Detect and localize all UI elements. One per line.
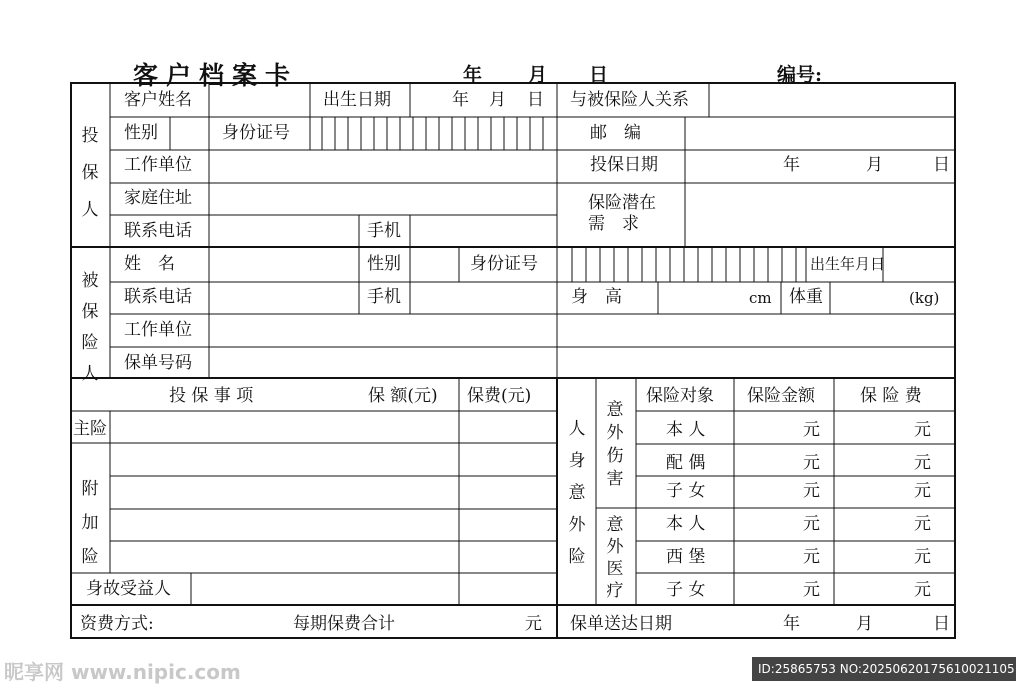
row-amount: 元 — [803, 453, 820, 473]
outer-border — [71, 83, 955, 638]
weight-label: 体重 — [789, 287, 823, 307]
rider-insurance-label: 附加险 — [81, 479, 99, 567]
weight-unit: (kg) — [909, 289, 940, 307]
accident-section-label: 人身意外险 — [568, 419, 586, 567]
insured-phone-label: 联系电话 — [124, 287, 192, 307]
premium-heading: 保费(元) — [467, 386, 532, 406]
applicant-employer-label: 工作单位 — [124, 155, 192, 175]
site-watermark: 昵享网 www.nipic.com — [4, 660, 241, 684]
apply-day: 日 — [933, 155, 950, 175]
delivery-day: 日 — [933, 614, 950, 634]
accident-injury-label: 意外伤害 — [606, 400, 624, 489]
row-target: 本 人 — [666, 514, 706, 534]
header-day: 日 — [589, 64, 609, 86]
potential-need-label-2: 需 求 — [588, 214, 639, 234]
apply-date-label: 投保日期 — [590, 155, 658, 175]
items-heading: 投 保 事 项 — [169, 386, 254, 406]
total-premium-label: 每期保费合计 — [293, 614, 395, 634]
applicant-birth-month: 月 — [489, 90, 506, 110]
apply-month: 月 — [866, 155, 883, 175]
amount-heading: 保 额(元) — [368, 386, 438, 406]
number-label: 编号: — [777, 64, 823, 86]
image-id-bar: ID:25865753 NO:20250620175610021105 — [752, 657, 1016, 681]
payment-label: 资费方式: — [80, 614, 154, 634]
col-amount: 保险金额 — [747, 386, 815, 406]
row-target: 西 堡 — [666, 547, 706, 567]
insured-section-label: 被保险人 — [81, 271, 99, 384]
col-target: 保险对象 — [646, 386, 714, 406]
row-amount: 元 — [803, 420, 820, 440]
row-fee: 元 — [914, 420, 931, 440]
insured-id-label: 身份证号 — [470, 254, 538, 274]
delivery-month: 月 — [856, 614, 873, 634]
row-target: 配 偶 — [666, 453, 706, 473]
insured-gender-label: 性别 — [367, 254, 401, 274]
height-label: 身 高 — [571, 287, 622, 307]
delivery-date-label: 保单送达日期 — [570, 614, 672, 634]
applicant-mobile-label: 手机 — [367, 221, 401, 241]
applicant-phone-label: 联系电话 — [124, 221, 192, 241]
row-target: 子 女 — [666, 481, 706, 501]
row-fee: 元 — [914, 580, 931, 600]
header-month: 月 — [528, 64, 548, 86]
row-fee: 元 — [914, 547, 931, 567]
postcode-label: 邮 编 — [590, 123, 641, 143]
potential-need-label: 保险潜在 — [588, 193, 656, 213]
row-target: 本 人 — [666, 420, 706, 440]
main-insurance-label: 主险 — [73, 419, 107, 439]
row-amount: 元 — [803, 580, 820, 600]
card-title: 客户档案卡 — [133, 61, 299, 90]
row-fee: 元 — [914, 514, 931, 534]
row-fee: 元 — [914, 481, 931, 501]
header-year: 年 — [463, 64, 483, 86]
applicant-birth-year: 年 — [452, 90, 469, 110]
total-yuan: 元 — [525, 614, 542, 634]
insured-mobile-label: 手机 — [367, 287, 401, 307]
beneficiary-label: 身故受益人 — [86, 579, 171, 599]
policy-no-label: 保单号码 — [124, 353, 192, 373]
insured-birth-label: 出生年月日 — [810, 255, 886, 273]
row-fee: 元 — [914, 453, 931, 473]
height-unit: cm — [749, 289, 772, 307]
row-amount: 元 — [803, 547, 820, 567]
col-fee: 保 险 费 — [860, 386, 922, 406]
relation-label: 与被保险人关系 — [570, 90, 689, 110]
address-label: 家庭住址 — [124, 188, 192, 208]
insured-name-label: 姓 名 — [124, 254, 175, 274]
applicant-gender-label: 性别 — [124, 123, 158, 143]
accident-medical-label: 意外医疗 — [606, 515, 624, 601]
applicant-name-label: 客户姓名 — [124, 90, 192, 110]
applicant-birth-label: 出生日期 — [323, 90, 391, 110]
delivery-year: 年 — [783, 614, 800, 634]
applicant-id-label: 身份证号 — [222, 123, 290, 143]
apply-year: 年 — [783, 155, 800, 175]
applicant-section-label: 投保人 — [81, 126, 99, 220]
row-amount: 元 — [803, 481, 820, 501]
insured-employer-label: 工作单位 — [124, 320, 192, 340]
row-target: 子 女 — [666, 580, 706, 600]
applicant-birth-day: 日 — [527, 90, 544, 110]
row-amount: 元 — [803, 514, 820, 534]
